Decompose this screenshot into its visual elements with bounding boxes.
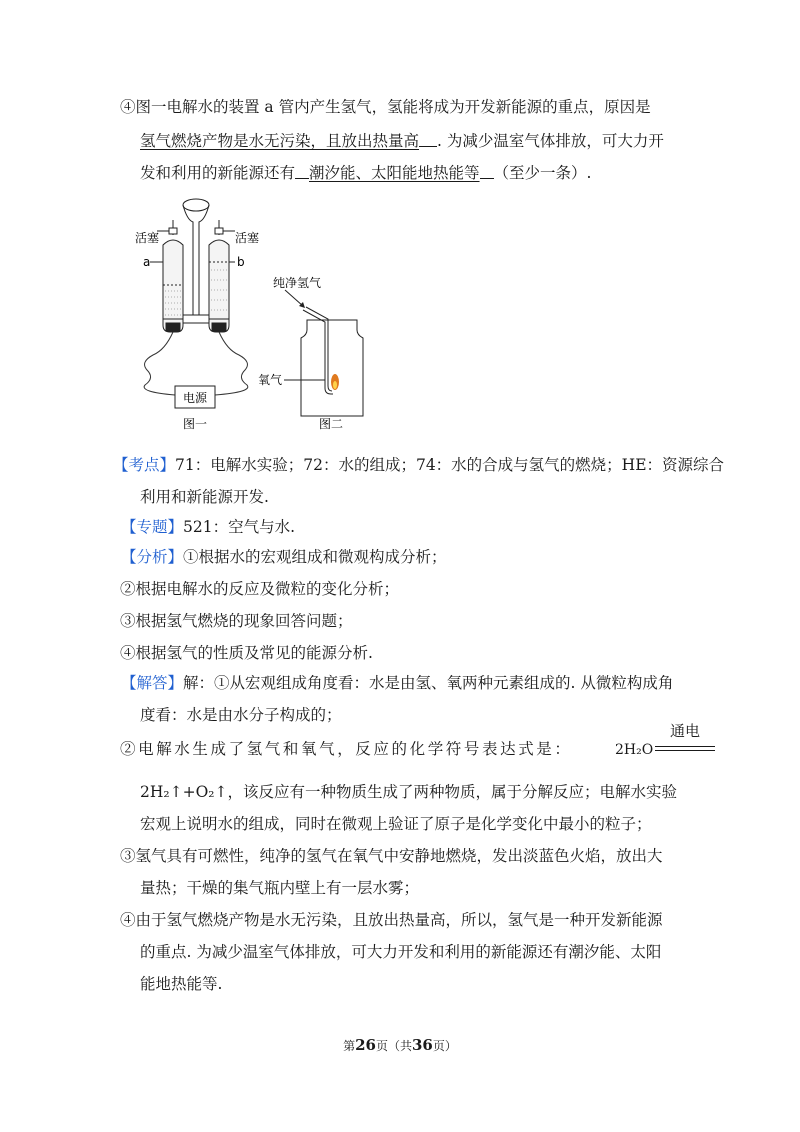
kaodian-tag: 【考点】 [113, 456, 176, 474]
arrow [285, 290, 303, 306]
fenxi-item: ①根据水的宏观组成和微观构成分析； [183, 548, 447, 566]
footer-total-pages: 36 [412, 1036, 433, 1054]
q4-answer2: 潮汐能、太阳能地热能等 [309, 164, 480, 182]
answer-blank [419, 132, 437, 147]
kaodian-text1: 71：电解水实验；72：水的组成；74：水的合成与氢气的燃烧；HE：资源综合 [175, 456, 725, 474]
q4-line3 [140, 163, 591, 183]
zhuanti-tag: 【专题】 [121, 518, 184, 536]
zhuanti-line [121, 517, 295, 537]
o2-label: 氧气 [258, 373, 283, 387]
valve-right-label: 活塞 [235, 231, 260, 245]
fenxi-item: ②根据电解水的反应及微粒的变化分析； [120, 580, 400, 598]
power-label: 电源 [182, 391, 208, 405]
equation-lhs: 2H₂O [615, 742, 654, 758]
flame-icon [331, 374, 339, 390]
zhuanti-text: 521：空气与水. [183, 518, 296, 536]
equation-arrow [655, 722, 715, 751]
fenxi-line1 [121, 547, 447, 567]
caption-fig2: 图二 [318, 417, 344, 431]
label-a: a [143, 255, 151, 269]
fenxi-item: ③根据氢气燃烧的现象回答问题； [120, 612, 353, 630]
q4-line1: ④图一电解水的装置 a 管内产生氢气，氢能将成为开发新能源的重点，原因是 [120, 98, 651, 116]
footer-mid: 页（共 [375, 1039, 412, 1053]
q4-line2-rest: . 为减少温室气体排放，可大力开 [437, 132, 664, 150]
gas-jar [301, 307, 363, 416]
fenxi-item: ④根据氢气的性质及常见的能源分析. [120, 644, 373, 662]
tube-b [209, 220, 235, 332]
jieda-p3a: ③氢气具有可燃性，纯净的氢气在氧气中安静地燃烧，发出淡蓝色火焰，放出大 [120, 847, 663, 865]
jieda-p1b: 度看：水是由水分子构成的； [140, 706, 342, 724]
equation-rhs: 2H₂↑+O₂↑，该反应有一种物质生成了两种物质，属于分解反应；电解水实验 [140, 783, 677, 801]
q4-answer1: 氢气燃烧产物是水无污染，且放出热量高 [140, 132, 420, 150]
valve-left-label: 活塞 [135, 231, 160, 245]
q4-line2 [140, 131, 664, 151]
kaodian-line2: 利用和新能源开发. [140, 488, 269, 506]
q4-line3-post: （至少一条）. [493, 164, 592, 182]
footer-page-number: 26 [355, 1036, 376, 1054]
electrolysis-diagram [135, 190, 375, 435]
jieda-p4b: 的重点. 为减少温室气体排放，可大力开发和利用的新能源还有潮汐能、太阳 [140, 943, 662, 961]
pure-h2-label: 纯净氢气 [273, 276, 322, 290]
label-b: b [237, 255, 245, 269]
footer-post: 页） [432, 1039, 457, 1053]
jieda-p4a: ④由于氢气燃烧产物是水无污染，且放出热量高，所以，氢气是一种开发新能源 [120, 911, 663, 929]
footer-pre: 第 [343, 1039, 356, 1053]
q4-line3-pre: 发和利用的新能源还有 [140, 164, 296, 182]
jieda-tag: 【解答】 [121, 674, 184, 692]
caption-fig1: 图一 [182, 417, 208, 431]
jieda-line1 [121, 673, 673, 693]
fenxi-tag: 【分析】 [121, 548, 184, 566]
page-footer [0, 1036, 800, 1054]
jieda-p2a: ②电解水生成了氢气和氧气，反应的化学符号表达式是： [120, 740, 573, 758]
jieda-p3b: 量热；干燥的集气瓶内壁上有一层水雾； [140, 879, 420, 897]
answer-blank [295, 164, 309, 179]
jieda-p2c: 宏观上说明水的组成，同时在微观上验证了原子是化学变化中最小的粒子； [140, 815, 652, 833]
equation-condition: 通电 [669, 722, 700, 740]
answer-blank [480, 164, 494, 179]
jieda-p1a: 解：①从宏观组成角度看：水是由氢、氧两种元素组成的. 从微粒构成角 [183, 674, 674, 692]
tube-a [157, 220, 183, 332]
kaodian-line1 [113, 455, 724, 475]
jieda-p4c: 能地热能等. [140, 975, 223, 993]
